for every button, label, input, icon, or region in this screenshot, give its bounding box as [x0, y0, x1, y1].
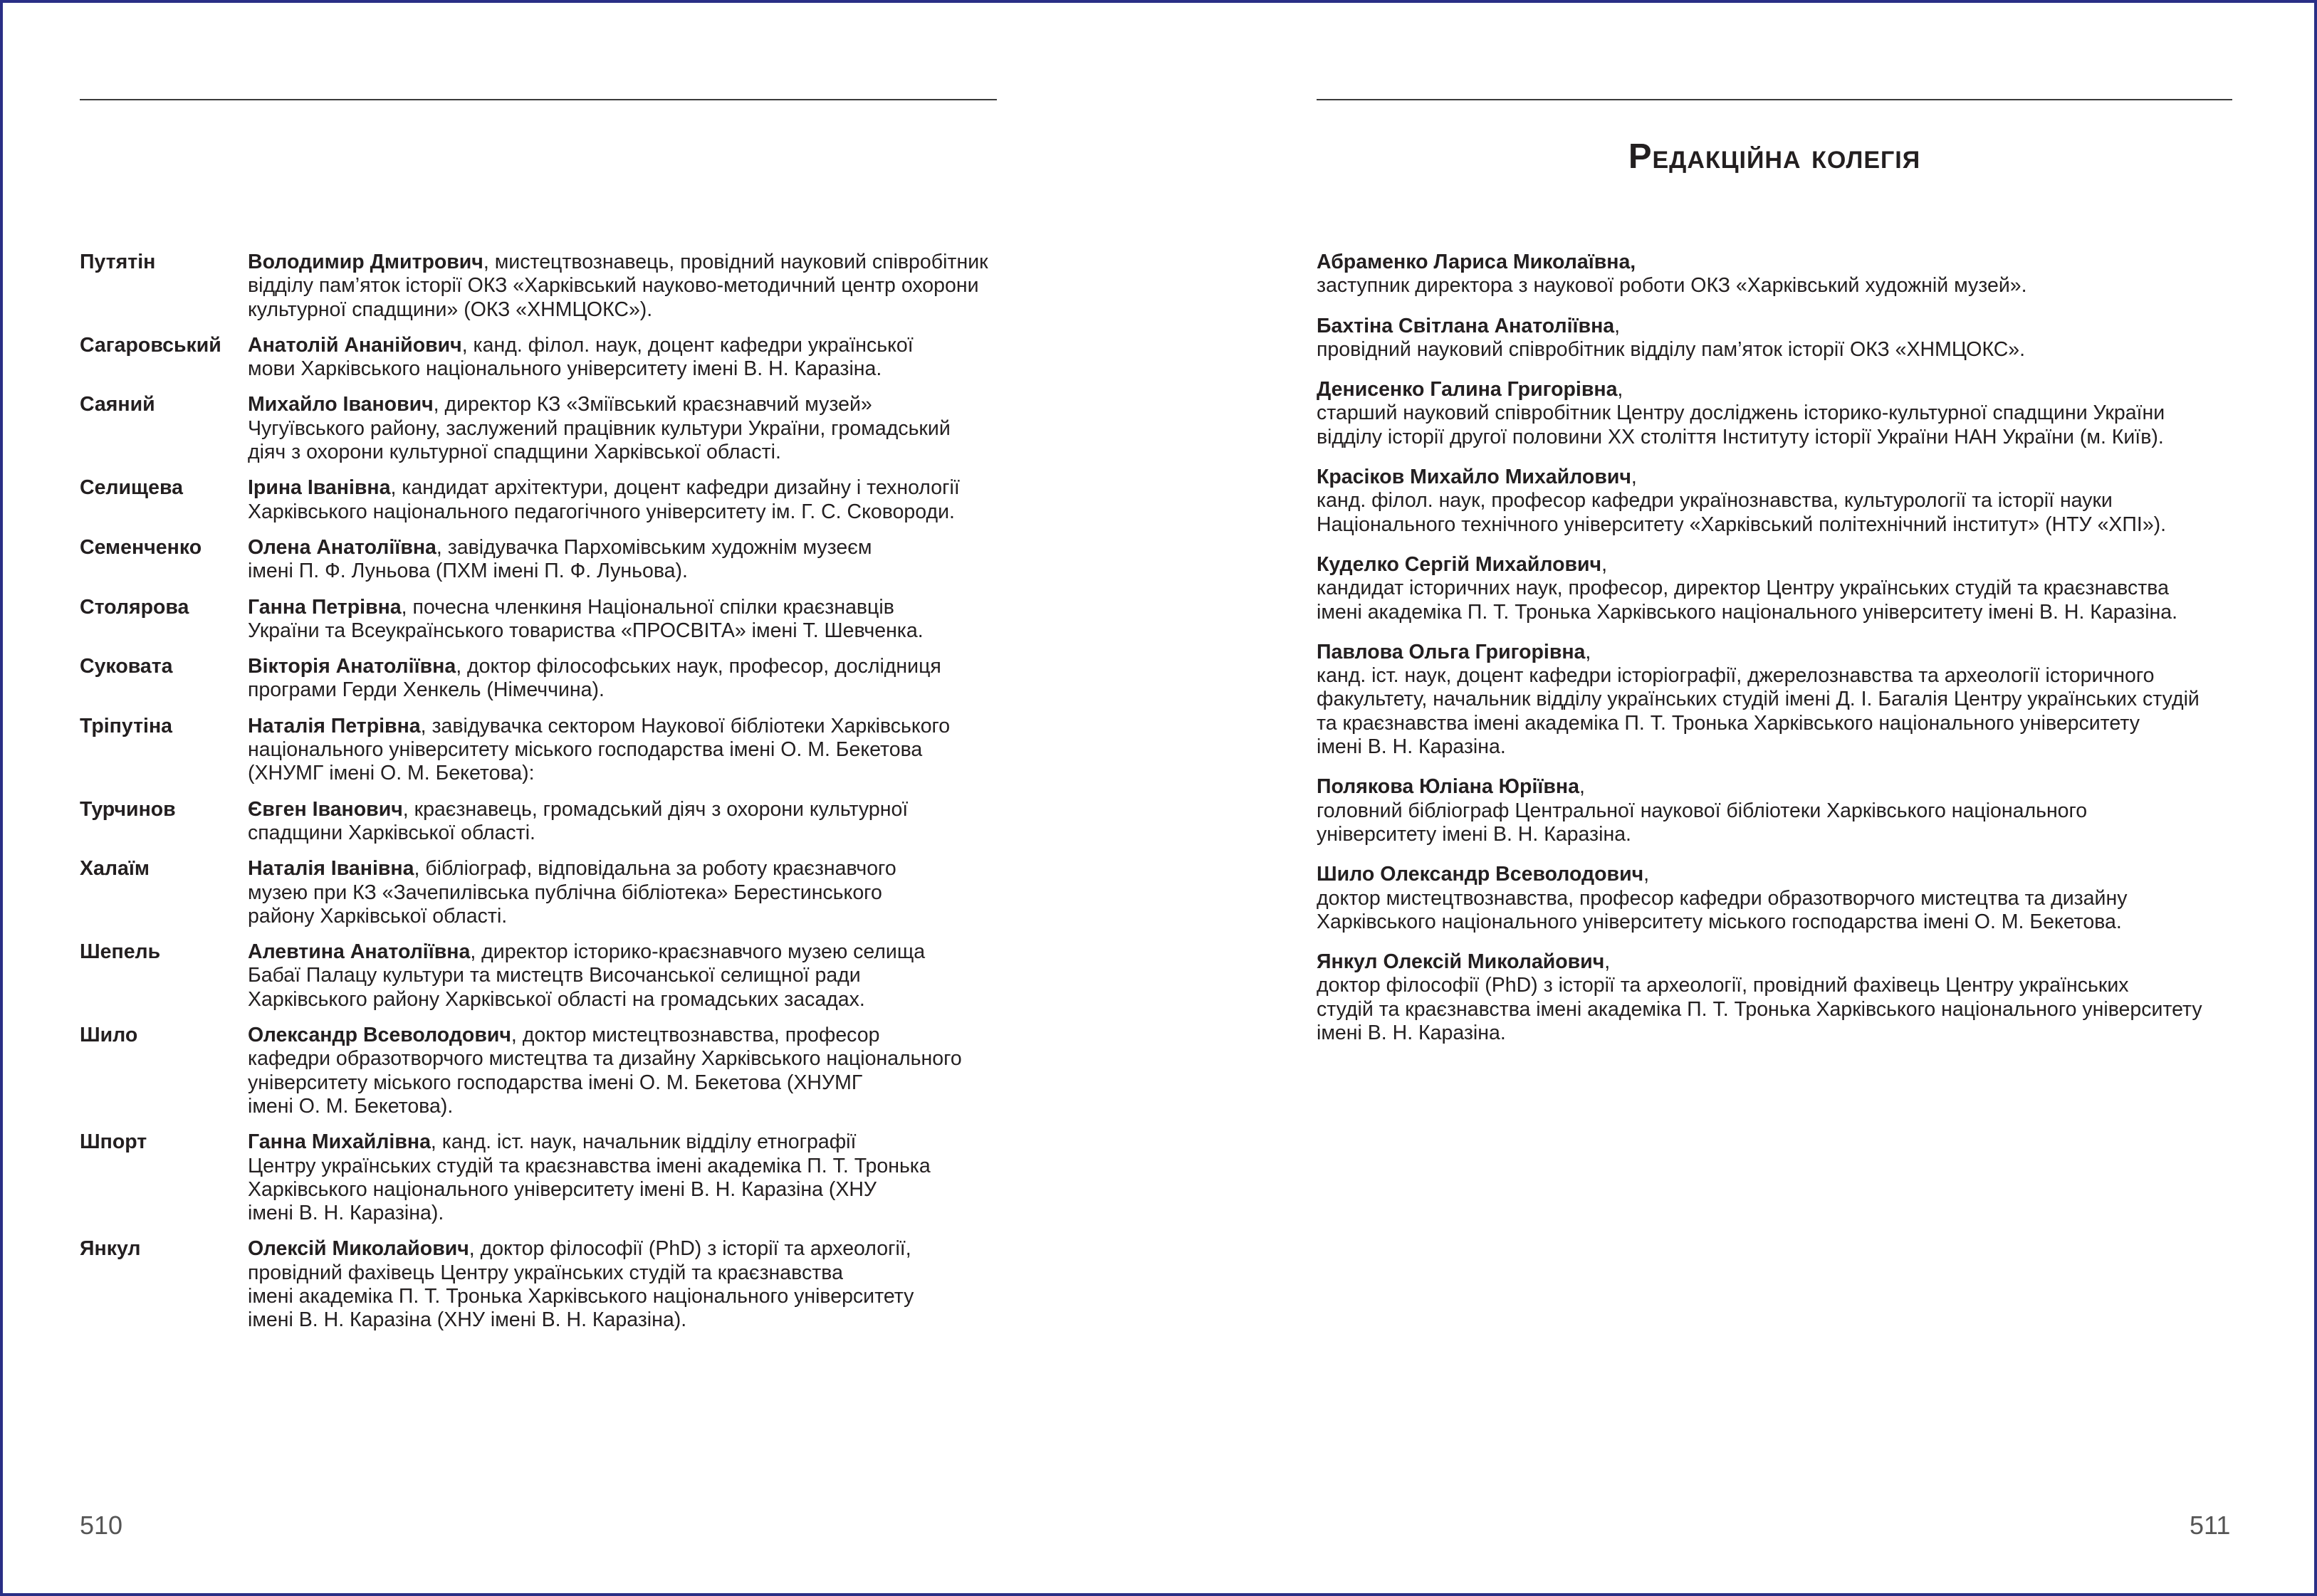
author-surname: Шепель [80, 940, 161, 964]
author-surname: Путятін [80, 251, 156, 273]
author-name: Наталія Іванівна [248, 857, 414, 881]
author-surname: Сагаровський [80, 333, 221, 357]
author-details: , канд. філол. наук, доцент кафедри української мови Харківського національного університету імені В. Н. Каразіна. [248, 333, 914, 381]
author-entry [80, 1237, 1020, 1332]
author-name: Володимир Дмитрович [248, 251, 483, 273]
author-name: Алевтина Анатоліївна [248, 940, 471, 964]
author-entry [80, 655, 1020, 703]
board-member-name: Абраменко Лариса Миколаївна, [1317, 251, 1636, 273]
board-member [1317, 950, 2242, 1045]
board-member-description: старший науковий співробітник Центру досліджень історико-культурної спадщини України відділу історії другої половини ХХ століття Інституту історії України НАН України (м. Київ). [1317, 401, 2165, 448]
author-name: Олександр Всеволодович [248, 1024, 511, 1047]
board-member [1317, 466, 2242, 537]
page-number-left: 510 [80, 1511, 123, 1540]
author-entry [80, 596, 1020, 644]
author-description [248, 334, 1020, 382]
author-entry [80, 476, 1020, 524]
author-surname: Шпорт [80, 1130, 147, 1154]
board-member [1317, 315, 2242, 362]
author-surname: Семенченко [80, 535, 202, 559]
author-description [248, 715, 1020, 786]
author-name: Олексій Миколайович [248, 1237, 469, 1261]
board-member-heading [1317, 378, 2242, 401]
author-surname: Столярова [80, 595, 189, 619]
header-rule-left [80, 99, 997, 100]
author-description [248, 251, 1020, 322]
board-member-heading [1317, 950, 2242, 974]
author-description [248, 940, 1020, 1012]
author-surname: Шило [80, 1024, 138, 1047]
author-details: , доктор філософії (PhD) з історії та археології, провідний фахівець Центру українських студій та краєзнавства імені академіка П. Т. Тронька Харківського національного університету імені В. Н. Каразіна (ХНУ імені В. Н. Каразіна). [248, 1237, 914, 1332]
author-description [248, 1237, 1020, 1332]
author-details: , доктор філософських наук, професор, дослідниця програми Герди Хенкель (Німеччина). [248, 655, 941, 702]
page-number-right: 511 [2190, 1511, 2231, 1540]
author-surname: Суковата [80, 655, 173, 678]
board-member-name: Полякова Юліана Юріївна [1317, 775, 1579, 799]
board-member-comma: , [1604, 950, 1611, 974]
board-member-description: головний бібліограф Центральної наукової бібліотеки Харківського національного університету імені В. Н. Каразіна. [1317, 799, 2088, 846]
author-details: , кандидат архітектури, доцент кафедри дизайну і технології Харківського національного педагогічного університету ім. Г. С. Сковороди. [248, 476, 960, 523]
author-description [248, 798, 1020, 846]
author-name: Наталія Петрівна [248, 714, 421, 737]
author-surname: Янкул [80, 1237, 141, 1261]
author-details: , почесна членкиня Національної спілки краєзнавців України та Всеукраїнського товариства «ПРОСВІТА» імені Т. Шевченка. [248, 595, 924, 642]
board-member-name: Янкул Олексій Миколайович [1317, 950, 1605, 974]
board-member [1317, 378, 2242, 449]
board-member-name: Павлова Ольга Григорівна [1317, 640, 1586, 663]
editorial-board-title: Редакційна колегія [1628, 137, 1921, 176]
author-description [248, 476, 1020, 524]
board-member [1317, 641, 2242, 759]
board-member-heading [1317, 775, 2242, 799]
board-member-heading [1317, 466, 2242, 489]
author-surname: Саяний [80, 393, 155, 416]
author-name: Євген Іванович [248, 797, 403, 821]
author-description [248, 536, 1020, 584]
board-member-heading [1317, 863, 2242, 886]
board-member-description: канд. філол. наук, професор кафедри українознавства, культурології та історії науки Національного технічного університету «Харківський політехнічний інститут» (НТУ «ХПІ»). [1317, 489, 2167, 536]
board-member-comma: , [1614, 314, 1621, 337]
board-member [1317, 775, 2242, 846]
board-member-comma: , [1579, 775, 1585, 799]
author-surname: Тріпутіна [80, 714, 173, 737]
board-member-comma: , [1585, 640, 1591, 663]
header-rule-right [1317, 99, 2232, 100]
author-name: Анатолій Ананійович [248, 333, 462, 357]
author-entry [80, 1024, 1020, 1118]
author-description [248, 1130, 1020, 1225]
author-entry [80, 334, 1020, 382]
author-details: , доктор мистецтвознавства, професор кафедри образотворчого мистецтва та дизайну Харківського національного університету міського господарства імені О. М. Бекетова (ХНУМГ імені О. М. Бекетова). [248, 1024, 962, 1118]
author-description [248, 857, 1020, 928]
author-surname: Селищева [80, 476, 183, 500]
board-member-heading [1317, 641, 2242, 664]
author-entry [80, 715, 1020, 786]
board-member-heading [1317, 553, 2242, 577]
author-entry [80, 393, 1020, 464]
board-member-name: Шило Олександр Всеволодович [1317, 863, 1644, 886]
author-entry [80, 1130, 1020, 1225]
board-member-description: доктор філософії (PhD) з історії та археології, провідний фахівець Центру українських студій та краєзнавства імені академіка П. Т. Тронька Харківського національного університету імені В. Н. Каразіна. [1317, 974, 2202, 1045]
author-details: , директор КЗ «Зміївський краєзнавчий музей» Чугуївського району, заслужений працівник культури України, громадський діяч з охорони культурної спадщини Харківської області. [248, 393, 951, 464]
author-entry [80, 857, 1020, 928]
board-member-name: Куделко Сергій Михайлович [1317, 552, 1602, 576]
board-member [1317, 553, 2242, 624]
author-entry [80, 940, 1020, 1012]
author-name: Ірина Іванівна [248, 476, 391, 500]
author-name: Ганна Михайлівна [248, 1130, 431, 1154]
board-member-name: Денисенко Галина Григорівна [1317, 378, 1618, 401]
board-member [1317, 251, 2242, 298]
author-name: Вікторія Анатоліївна [248, 655, 456, 678]
board-member-comma: , [1631, 466, 1637, 489]
board-member-name: Бахтіна Світлана Анатоліївна [1317, 314, 1615, 337]
author-description [248, 393, 1020, 464]
author-description [248, 655, 1020, 703]
author-details: , завідувачка сектором Наукової бібліотеки Харківського національного університету міського господарства імені О. М. Бекетова (ХНУМГ імені О. М. Бекетова): [248, 714, 951, 785]
author-name: Михайло Іванович [248, 393, 434, 416]
board-member-description: заступник директора з наукової роботи ОКЗ «Харківський художній музей». [1317, 274, 2027, 298]
board-member-description: канд. іст. наук, доцент кафедри історіографії, джерелознавства та археології історичного факультету, начальник відділу українських студій імені Д. І. Багалія Центру українських студій та краєзнавства імені академіка П. Т. Тронька Харківського національного університету імені В. Н. Каразіна. [1317, 664, 2200, 759]
board-member [1317, 863, 2242, 934]
author-surname: Халаїм [80, 857, 150, 881]
authors-list [80, 251, 1020, 1345]
board-member-description: кандидат історичних наук, професор, директор Центру українських студій та краєзнавства імені академіка П. Т. Тронька Харківського національного університету імені В. Н. Каразіна. [1317, 577, 2178, 624]
author-details: , директор історико-краєзнавчого музею селища Бабаї Палацу культури та мистецтв Височанської селищної ради Харківського району Харківської області на громадських засадах. [248, 940, 926, 1011]
board-member-description: доктор мистецтвознавства, професор кафедри образотворчого мистецтва та дизайну Харківського національного університету міського господарства імені О. М. Бекетова. [1317, 886, 2128, 933]
board-member-name: Красіков Михайло Михайлович [1317, 466, 1631, 489]
author-name: Олена Анатоліївна [248, 535, 436, 559]
author-details: , мистецтвознавець, провідний науковий співробітник відділу пам’яток історії ОКЗ «Харківський науково-методичний центр охорони культурної спадщини» (ОКЗ «ХНМЦОКС»). [248, 251, 988, 321]
editorial-board-list [1317, 251, 2242, 1061]
author-surname: Турчинов [80, 797, 176, 821]
board-member-comma: , [1643, 863, 1650, 886]
author-entry [80, 798, 1020, 846]
author-details: , бібліограф, відповідальна за роботу краєзнавчого музею при КЗ «Зачепилівська публічна бібліотека» Берестинського району Харківської області. [248, 857, 896, 928]
author-details: , краєзнавець, громадський діяч з охорони культурної спадщини Харківської області. [248, 797, 909, 844]
board-member-comma: , [1601, 552, 1607, 576]
author-entry [80, 536, 1020, 584]
board-member-comma: , [1617, 378, 1623, 401]
author-description [248, 596, 1020, 644]
author-description [248, 1024, 1020, 1118]
author-details: , завідувачка Пархомівським художнім музеєм імені П. Ф. Луньова (ПХМ імені П. Ф. Луньова). [248, 535, 872, 583]
board-member-description: провідний науковий співробітник відділу пам’яток історії ОКЗ «ХНМЦОКС». [1317, 337, 2026, 361]
board-member-heading [1317, 315, 2242, 338]
author-details: , канд. іст. наук, начальник відділу етнографії Центру українських студій та краєзнавства імені академіка П. Т. Тронька Харківського національного університету імені В. Н. Каразіна (ХНУ імені В. Н. Каразіна). [248, 1130, 931, 1225]
author-entry [80, 251, 1020, 322]
author-name: Ганна Петрівна [248, 595, 402, 619]
